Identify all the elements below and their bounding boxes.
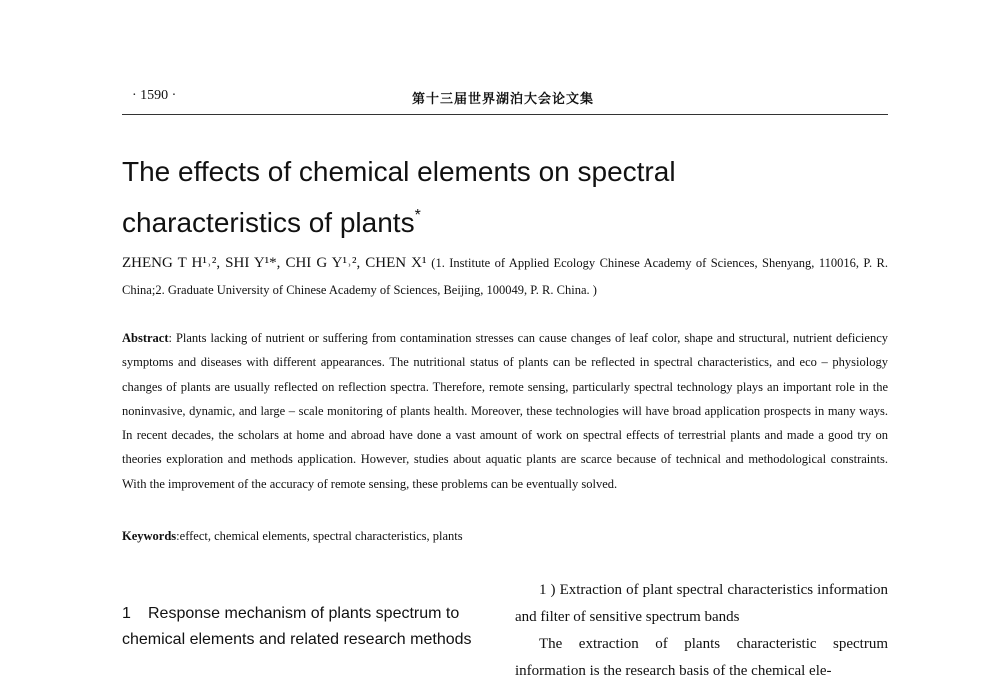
body-paragraph: The extraction of plants characteristic spectrum information is the research basis of the chemical ele- [515,636,888,679]
keywords-text: :effect, chemical elements, spectral characteristics, plants [176,529,463,543]
title-footnote-mark: * [414,207,421,224]
author-affiliation: (1. Institute of Applied Ecology Chinese Academy of Sciences, Shenyang, 110016, P. R. China;2. Graduate University of Chinese Academy of Sciences, Beijing, 100049, P. R. China. ) [122,256,889,297]
keywords-label: Keywords [122,529,177,543]
subsection-heading: 1 ) Extraction of plant spectral characteristics information and filter of sensitive spectrum bands [515,582,888,625]
title-line-2: characteristics of plants [122,207,415,238]
right-column-text [515,577,888,685]
abstract [122,326,888,496]
author-block [122,250,888,304]
paper-title [122,150,882,245]
section-title: Response mechanism of plants spectrum to chemical elements and related research methods [122,605,472,648]
title-line-1: The effects of chemical elements on spectral [122,156,676,187]
page-number: · 1590 · [132,88,177,103]
abstract-text: : Plants lacking of nutrient or suffering from contamination stresses can cause changes of leaf color, shape and structural, nutrient deficiency symptoms and diseases with different appearances. The nutritional status of plants can be reflected in spectral characteristics, and eco – physiology changes of plants are usually reflected on reflection spectra. Therefore, remote sensing, particularly spectral technology plays an important role in the noninvasive, dynamic, and large – scale monitoring of plants health. Moreover, these technologies will have broad application prospects in many ways. In recent decades, the scholars at home and abroad have done a vast amount of work on spectral effects of terrestrial plants and made a good try on theories exploration and methods application. However, studies about aquatic plants are scarce because of technical and methodological constraints. With the improvement of the accuracy of remote sensing, these problems can be eventually solved. [122,331,888,491]
section-number: 1 [122,605,131,622]
section-heading [122,601,500,653]
keywords [122,524,888,548]
author-names: ZHENG T H¹˒², SHI Y¹*, CHI G Y¹˒², CHEN X¹ [122,255,427,271]
running-header [122,84,888,115]
abstract-label: Abstract [122,331,169,345]
journal-title: 第十三届世界湖泊大会论文集 [412,91,595,106]
